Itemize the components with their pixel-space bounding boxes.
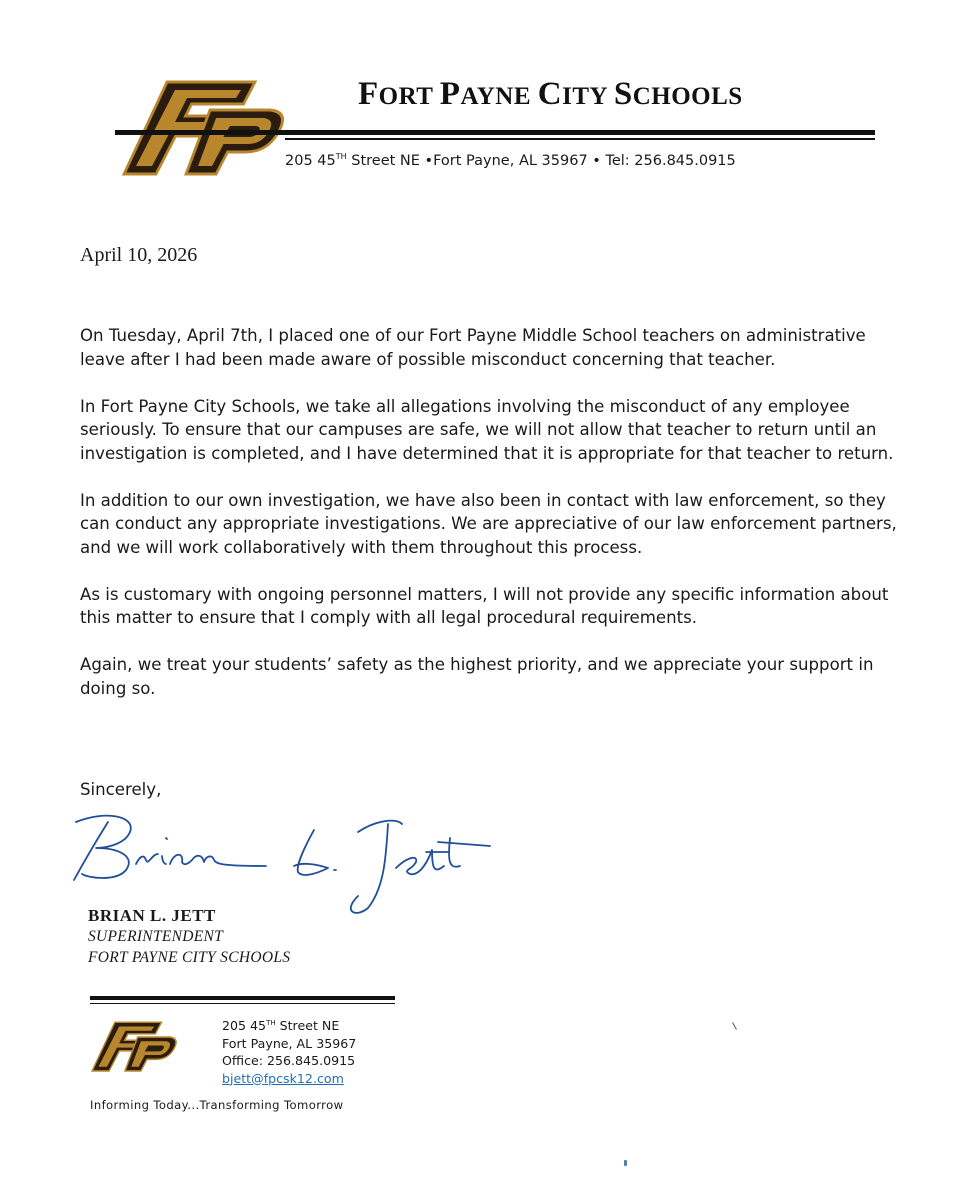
school-name: FORT PAYNE CITY SCHOOLS (358, 76, 743, 112)
signer-org: FORT PAYNE CITY SCHOOLS (88, 949, 291, 966)
closing: Sincerely, (80, 780, 162, 799)
signer-name: BRIAN L. JETT (88, 906, 216, 925)
scan-speck (624, 1160, 627, 1166)
paragraph: On Tuesday, April 7th, I placed one of our Fort Payne Middle School teachers on administrative leave after I had been made aware of possible misconduct concerning that teacher. (80, 326, 866, 369)
footer-tagline: Informing Today...Transforming Tomorrow (90, 1098, 344, 1112)
footer-email-link[interactable]: bjett@fpcsk12.com (222, 1070, 344, 1086)
footer-address (222, 1015, 356, 1087)
fp-logo (120, 70, 290, 180)
header-rule-thin (285, 138, 875, 140)
paragraph: Again, we treat your students’ safety as the highest priority, and we appreciate your support in doing so. (80, 655, 874, 698)
paragraph: In addition to our own investigation, we have also been in contact with law enforcement, so they can conduct any appropriate investigations. We are appreciative of our law enforcement partners, and we will work collaboratively with them throughout this process. (80, 490, 897, 557)
letter-date: April 10, 2026 (80, 244, 198, 266)
letter-body (80, 324, 910, 724)
header-rule (115, 130, 875, 135)
footer-city: Fort Payne, AL 35967 (222, 1035, 357, 1051)
paragraph: As is customary with ongoing personnel matters, I will not provide any specific information about this matter to ensure that I comply with all legal procedural requirements. (80, 584, 889, 627)
scan-mark (732, 1022, 737, 1029)
footer-rule-thin (90, 1003, 395, 1004)
footer-office: Office: 256.845.0915 (222, 1053, 356, 1069)
signer-title: SUPERINTENDENT (88, 928, 224, 945)
footer-rule (90, 996, 395, 1000)
paragraph: In Fort Payne City Schools, we take all allegations involving the misconduct of any employee seriously. To ensure that our campuses are safe, we will not allow that teacher to return until an investigation is completed, and I have determined that it is appropriate for that teacher to return. (80, 396, 894, 463)
footer-street: 205 45TH Street NE (222, 1018, 340, 1034)
header-address: 205 45TH Street NE •Fort Payne, AL 35967 • Tel: 256.845.0915 (285, 152, 736, 169)
fp-logo-small (90, 1014, 180, 1076)
